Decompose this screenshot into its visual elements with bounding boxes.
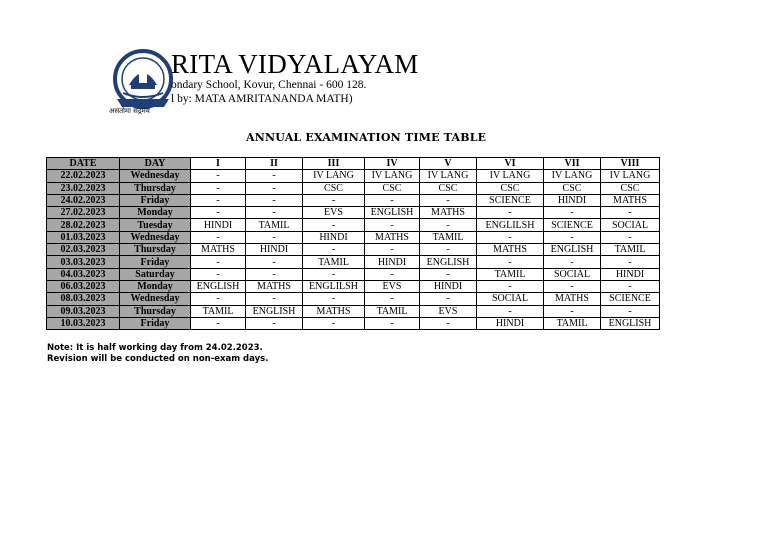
column-header: DATE [47,158,120,170]
subject-cell: - [365,317,420,329]
subject-cell: - [246,231,303,243]
note-half-day: Note: It is half working day from 24.02.2023. [47,343,263,353]
subject-cell: MATHS [601,194,660,206]
subject-cell: SOCIAL [601,219,660,231]
subject-cell: - [246,182,303,194]
date-cell: 10.03.2023 [47,317,120,329]
subject-cell: HINDI [601,268,660,280]
subject-cell: ENGLISH [601,317,660,329]
subject-cell: SCIENCE [544,219,601,231]
subject-cell: - [365,293,420,305]
subject-cell: - [191,182,246,194]
subject-cell: - [420,244,477,256]
school-address: ondary School, Kovur, Chennai - 600 128. [171,79,367,91]
subject-cell: - [246,194,303,206]
subject-cell: - [420,293,477,305]
subject-cell: TAMIL [420,231,477,243]
subject-cell: - [303,268,365,280]
table-row [47,256,660,268]
subject-cell: MATHS [365,231,420,243]
date-cell: 23.02.2023 [47,182,120,194]
table-row [47,305,660,317]
subject-cell: EVS [365,280,420,292]
table-row [47,231,660,243]
subject-cell: - [601,305,660,317]
day-cell: Saturday [120,268,191,280]
subject-cell: SOCIAL [544,268,601,280]
subject-cell: - [601,231,660,243]
logo-motto: असतोमा सद्गमय [109,107,150,115]
day-cell: Thursday [120,244,191,256]
table-row [47,219,660,231]
subject-cell: - [544,305,601,317]
subject-cell: - [544,280,601,292]
subject-cell: - [303,244,365,256]
subject-cell: ENGLILSH [303,280,365,292]
date-cell: 04.03.2023 [47,268,120,280]
day-cell: Thursday [120,182,191,194]
exam-timetable [46,157,660,330]
subject-cell: HINDI [303,231,365,243]
table-header-row [47,158,660,170]
column-header: V [420,158,477,170]
date-cell: 27.02.2023 [47,207,120,219]
subject-cell: - [420,317,477,329]
subject-cell: - [365,268,420,280]
subject-cell: SCIENCE [601,293,660,305]
subject-cell: ENGLISH [246,305,303,317]
subject-cell: - [544,231,601,243]
subject-cell: - [303,219,365,231]
subject-cell: - [303,194,365,206]
subject-cell: IV LANG [365,170,420,182]
subject-cell: - [365,194,420,206]
table-row [47,194,660,206]
subject-cell: HINDI [191,219,246,231]
column-header: IV [365,158,420,170]
subject-cell: ENGLISH [191,280,246,292]
day-cell: Wednesday [120,170,191,182]
subject-cell: - [601,207,660,219]
subject-cell: - [191,293,246,305]
subject-cell: MATHS [246,280,303,292]
date-cell: 02.03.2023 [47,244,120,256]
day-cell: Tuesday [120,219,191,231]
subject-cell: - [246,170,303,182]
column-header: VII [544,158,601,170]
note-revision: Revision will be conducted on non-exam days. [47,353,269,364]
subject-cell: - [544,207,601,219]
table-row [47,280,660,292]
subject-cell: MATHS [477,244,544,256]
column-header: III [303,158,365,170]
subject-cell: HINDI [246,244,303,256]
date-cell: 06.03.2023 [47,280,120,292]
day-cell: Thursday [120,305,191,317]
subject-cell: MATHS [303,305,365,317]
day-cell: Wednesday [120,293,191,305]
subject-cell: CSC [477,182,544,194]
subject-cell: CSC [303,182,365,194]
page-title: ANNUAL EXAMINATION TIME TABLE [246,131,487,144]
table-row [47,170,660,182]
subject-cell: - [365,219,420,231]
subject-cell: - [191,256,246,268]
subject-cell: TAMIL [477,268,544,280]
date-cell: 08.03.2023 [47,293,120,305]
subject-cell: HINDI [365,256,420,268]
subject-cell: MATHS [544,293,601,305]
subject-cell: - [191,268,246,280]
subject-cell: SCIENCE [477,194,544,206]
subject-cell: CSC [544,182,601,194]
subject-cell: - [191,194,246,206]
day-cell: Friday [120,256,191,268]
subject-cell: EVS [420,305,477,317]
subject-cell: HINDI [420,280,477,292]
date-cell: 01.03.2023 [47,231,120,243]
school-affiliation: l by: MATA AMRITANANDA MATH) [171,93,353,105]
subject-cell: TAMIL [365,305,420,317]
table-row [47,207,660,219]
subject-cell: EVS [303,207,365,219]
subject-cell: - [246,207,303,219]
subject-cell: - [365,244,420,256]
day-cell: Monday [120,280,191,292]
date-cell: 09.03.2023 [47,305,120,317]
subject-cell: - [477,280,544,292]
subject-cell: HINDI [544,194,601,206]
table-row [47,244,660,256]
subject-cell: CSC [601,182,660,194]
subject-cell: - [477,305,544,317]
subject-cell: IV LANG [601,170,660,182]
subject-cell: - [420,219,477,231]
subject-cell: - [191,317,246,329]
subject-cell: HINDI [477,317,544,329]
subject-cell: - [544,256,601,268]
table-row [47,182,660,194]
subject-cell: - [420,268,477,280]
day-cell: Monday [120,207,191,219]
subject-cell: CSC [420,182,477,194]
subject-cell: - [246,268,303,280]
date-cell: 22.02.2023 [47,170,120,182]
subject-cell: MATHS [191,244,246,256]
subject-cell: MATHS [420,207,477,219]
subject-cell: IV LANG [303,170,365,182]
subject-cell: - [191,207,246,219]
column-header: VIII [601,158,660,170]
date-cell: 03.03.2023 [47,256,120,268]
subject-cell: - [477,207,544,219]
subject-cell: - [191,170,246,182]
subject-cell: TAMIL [544,317,601,329]
day-cell: Wednesday [120,231,191,243]
subject-cell: - [477,256,544,268]
subject-cell: IV LANG [477,170,544,182]
subject-cell: ENGLISH [544,244,601,256]
subject-cell: - [601,280,660,292]
subject-cell: SOCIAL [477,293,544,305]
date-cell: 28.02.2023 [47,219,120,231]
table-row [47,317,660,329]
subject-cell: - [246,293,303,305]
subject-cell: ENGLISH [420,256,477,268]
subject-cell: - [246,317,303,329]
subject-cell: ENGLISH [365,207,420,219]
subject-cell: TAMIL [303,256,365,268]
subject-cell: - [477,231,544,243]
subject-cell: - [191,231,246,243]
subject-cell: IV LANG [420,170,477,182]
subject-cell: - [601,256,660,268]
subject-cell: TAMIL [246,219,303,231]
subject-cell: - [303,317,365,329]
subject-cell: CSC [365,182,420,194]
notes [47,343,268,364]
column-header: DAY [120,158,191,170]
table-row [47,268,660,280]
date-cell: 24.02.2023 [47,194,120,206]
subject-cell: TAMIL [191,305,246,317]
subject-cell: - [420,194,477,206]
day-cell: Friday [120,317,191,329]
column-header: I [191,158,246,170]
day-cell: Friday [120,194,191,206]
table-row [47,293,660,305]
subject-cell: IV LANG [544,170,601,182]
column-header: VI [477,158,544,170]
subject-cell: ENGLILSH [477,219,544,231]
subject-cell: - [246,256,303,268]
school-name: RITA VIDYALAYAM [171,49,419,79]
column-header: II [246,158,303,170]
subject-cell: - [303,293,365,305]
subject-cell: TAMIL [601,244,660,256]
